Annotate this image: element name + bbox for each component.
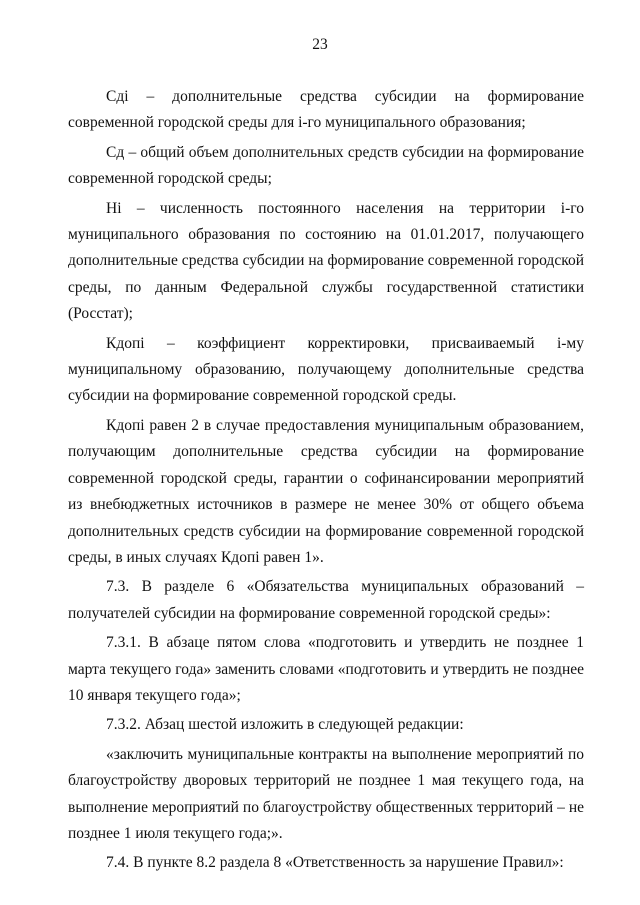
paragraph-7-3: 7.3. В разделе 6 «Обязательства муниципальных образований – получателей субсидии на формирование современной городской среды»: [68,578,584,622]
paragraph-ni: Нi – численность постоянного населения на территории i-го муниципального образования по состоянию на 01.01.2017, получающего дополнительные средства субсидии на формирование современной городской среды, по данным Федеральной службы государственной статистики (Росстат); [68,199,584,323]
paragraph-7-3-1: 7.3.1. В абзаце пятом слова «подготовить и утвердить не позднее 1 марта текущего года» заменить словами «подготовить и утвердить не позднее 10 января текущего года»; [68,634,584,704]
page-number: 23 [312,36,328,53]
document-body [68,84,584,880]
paragraph-sdi: Сдi – дополнительные средства субсидии на формирование современной городской среды для i-го муниципального образования; [68,88,584,132]
paragraph-7-4: 7.4. В пункте 8.2 раздела 8 «Ответственность за нарушение Правил»: [106,854,564,872]
paragraph-kdopi: Кдопi – коэффициент корректировки, присваиваемый i-му муниципальному образованию, получающему дополнительные средства субсидии на формирование современной городской среды. [68,334,584,405]
paragraph-7-3-2: 7.3.2. Абзац шестой изложить в следующей редакции: [106,716,464,734]
paragraph-sd: Сд – общий объем дополнительных средств субсидии на формирование современной городской среды; [68,143,584,188]
paragraph-quote: «заключить муниципальные контракты на выполнение мероприятий по благоустройству дворовых территорий не позднее 1 мая текущего года, на выполнение мероприятий по благоустройству общественных территорий – не позднее 1 июля текущего года;». [68,745,584,842]
paragraph-kdopi-value: Кдопi равен 2 в случае предоставления муниципальным образованием, получающим дополнительные средства субсидии на формирование современной городской среды, гарантии о софинансировании мероприятий из внебюджетных источников в размере не менее 30% от общего объема дополнительных средств субсидии на формирование современной городской среды, в иных случаях Кдопi равен 1». [68,416,584,566]
